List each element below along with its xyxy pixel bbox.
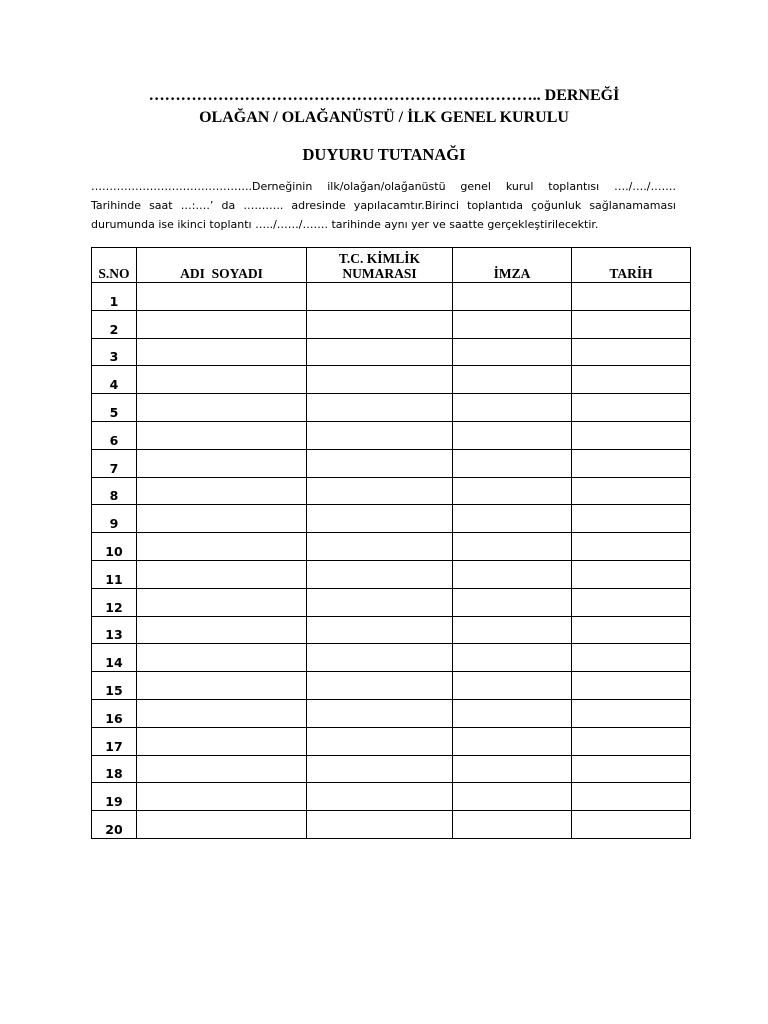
- association-name-line: ……………………………………………………………….. DERNEĞİ: [148, 87, 620, 104]
- row-number: 18: [92, 755, 137, 783]
- table-row: [92, 505, 691, 533]
- table-row: [92, 449, 691, 477]
- date-cell[interactable]: [572, 616, 691, 644]
- name-cell[interactable]: [137, 283, 307, 311]
- signature-cell[interactable]: [453, 283, 572, 311]
- table-row: [92, 394, 691, 422]
- date-cell[interactable]: [572, 588, 691, 616]
- date-cell[interactable]: [572, 338, 691, 366]
- paragraph-line-1: ……………………………………..Derneğinin ilk/olağan/olağanüstü genel kurul toplantısı …./…./…….: [91, 180, 676, 193]
- name-cell[interactable]: [137, 672, 307, 700]
- date-cell[interactable]: [572, 699, 691, 727]
- tc-id-cell[interactable]: [307, 310, 453, 338]
- table-row: [92, 672, 691, 700]
- tc-id-cell[interactable]: [307, 505, 453, 533]
- tc-id-cell[interactable]: [307, 588, 453, 616]
- signature-cell[interactable]: [453, 394, 572, 422]
- tc-id-cell[interactable]: [307, 366, 453, 394]
- name-cell[interactable]: [137, 310, 307, 338]
- name-cell[interactable]: [137, 338, 307, 366]
- header-name-surname: ADI SOYADI: [137, 248, 307, 283]
- date-cell[interactable]: [572, 672, 691, 700]
- date-cell[interactable]: [572, 421, 691, 449]
- name-cell[interactable]: [137, 533, 307, 561]
- tc-id-cell[interactable]: [307, 533, 453, 561]
- table-row: [92, 366, 691, 394]
- date-cell[interactable]: [572, 533, 691, 561]
- signature-cell[interactable]: [453, 533, 572, 561]
- signature-cell[interactable]: [453, 560, 572, 588]
- date-cell[interactable]: [572, 727, 691, 755]
- signature-cell[interactable]: [453, 421, 572, 449]
- header-tc-line-2: NUMARASI: [342, 266, 417, 281]
- tc-id-cell[interactable]: [307, 283, 453, 311]
- name-cell[interactable]: [137, 421, 307, 449]
- row-number: 19: [92, 783, 137, 811]
- row-number: 20: [92, 811, 137, 839]
- row-number: 16: [92, 699, 137, 727]
- table-row: [92, 338, 691, 366]
- header-sno: S.NO: [92, 248, 137, 283]
- name-cell[interactable]: [137, 727, 307, 755]
- signature-cell[interactable]: [453, 449, 572, 477]
- table-row: [92, 699, 691, 727]
- signature-cell[interactable]: [453, 727, 572, 755]
- table-row: [92, 421, 691, 449]
- signature-cell[interactable]: [453, 477, 572, 505]
- table-row: [92, 644, 691, 672]
- tc-id-cell[interactable]: [307, 811, 453, 839]
- tc-id-cell[interactable]: [307, 394, 453, 422]
- signature-cell[interactable]: [453, 338, 572, 366]
- tc-id-cell[interactable]: [307, 421, 453, 449]
- tc-id-cell[interactable]: [307, 755, 453, 783]
- signature-cell[interactable]: [453, 672, 572, 700]
- table-header-row: [92, 248, 691, 283]
- tc-id-cell[interactable]: [307, 783, 453, 811]
- table-row: [92, 755, 691, 783]
- date-cell[interactable]: [572, 644, 691, 672]
- date-cell[interactable]: [572, 394, 691, 422]
- row-number: 12: [92, 588, 137, 616]
- name-cell[interactable]: [137, 477, 307, 505]
- row-number: 15: [92, 672, 137, 700]
- table-row: [92, 477, 691, 505]
- date-cell[interactable]: [572, 755, 691, 783]
- signature-cell[interactable]: [453, 811, 572, 839]
- date-cell[interactable]: [572, 283, 691, 311]
- name-cell[interactable]: [137, 449, 307, 477]
- signature-cell[interactable]: [453, 783, 572, 811]
- name-cell[interactable]: [137, 755, 307, 783]
- table-row: [92, 783, 691, 811]
- row-number: 5: [92, 394, 137, 422]
- table-row: [92, 310, 691, 338]
- table-row: [92, 560, 691, 588]
- row-number: 8: [92, 477, 137, 505]
- table-row: [92, 283, 691, 311]
- date-cell[interactable]: [572, 310, 691, 338]
- signature-cell[interactable]: [453, 699, 572, 727]
- name-cell[interactable]: [137, 783, 307, 811]
- tc-id-cell[interactable]: [307, 449, 453, 477]
- tc-id-cell[interactable]: [307, 477, 453, 505]
- row-number: 10: [92, 533, 137, 561]
- table-row: [92, 588, 691, 616]
- attendance-table: [91, 247, 691, 839]
- document-heading: DUYURU TUTANAĞI: [302, 145, 466, 164]
- header-tc-id-number: [307, 248, 453, 283]
- row-number: 13: [92, 616, 137, 644]
- name-cell[interactable]: [137, 394, 307, 422]
- header-tc-line-1: T.C. KİMLİK: [338, 251, 421, 266]
- signature-cell[interactable]: [453, 616, 572, 644]
- table-row: [92, 811, 691, 839]
- row-number: 1: [92, 283, 137, 311]
- row-number: 7: [92, 449, 137, 477]
- tc-id-cell[interactable]: [307, 699, 453, 727]
- signature-cell[interactable]: [453, 505, 572, 533]
- date-cell[interactable]: [572, 811, 691, 839]
- paragraph-line-3: durumunda ise ikinci toplantı …../……/……. tarihinde aynı yer ve saatte gerçekleştirilecektir.: [91, 218, 599, 231]
- date-cell[interactable]: [572, 366, 691, 394]
- tc-id-cell[interactable]: [307, 560, 453, 588]
- paragraph-line-2: Tarihinde saat …:….’ da ……….. adresinde yapılacamtır.Birinci toplantıda çoğunluk sağlanamaması: [91, 199, 676, 212]
- row-number: 17: [92, 727, 137, 755]
- row-number: 11: [92, 560, 137, 588]
- table-row: [92, 727, 691, 755]
- name-cell[interactable]: [137, 811, 307, 839]
- signature-cell[interactable]: [453, 366, 572, 394]
- date-cell[interactable]: [572, 505, 691, 533]
- date-cell[interactable]: [572, 449, 691, 477]
- date-cell[interactable]: [572, 560, 691, 588]
- row-number: 14: [92, 644, 137, 672]
- table-row: [92, 533, 691, 561]
- row-number: 9: [92, 505, 137, 533]
- general-assembly-type-line: OLAĞAN / OLAĞANÜSTÜ / İLK GENEL KURULU: [199, 109, 569, 126]
- name-cell[interactable]: [137, 366, 307, 394]
- row-number: 2: [92, 310, 137, 338]
- signature-cell[interactable]: [453, 755, 572, 783]
- signature-cell[interactable]: [453, 588, 572, 616]
- row-number: 6: [92, 421, 137, 449]
- name-cell[interactable]: [137, 616, 307, 644]
- name-cell[interactable]: [137, 699, 307, 727]
- tc-id-cell[interactable]: [307, 672, 453, 700]
- header-date: TARİH: [572, 248, 691, 283]
- header-signature: İMZA: [453, 248, 572, 283]
- tc-id-cell[interactable]: [307, 616, 453, 644]
- date-cell[interactable]: [572, 783, 691, 811]
- tc-id-cell[interactable]: [307, 644, 453, 672]
- row-number: 4: [92, 366, 137, 394]
- row-number: 3: [92, 338, 137, 366]
- date-cell[interactable]: [572, 477, 691, 505]
- name-cell[interactable]: [137, 644, 307, 672]
- tc-id-cell[interactable]: [307, 338, 453, 366]
- signature-cell[interactable]: [453, 310, 572, 338]
- name-cell[interactable]: [137, 505, 307, 533]
- signature-cell[interactable]: [453, 644, 572, 672]
- tc-id-cell[interactable]: [307, 727, 453, 755]
- name-cell[interactable]: [137, 560, 307, 588]
- table-row: [92, 616, 691, 644]
- name-cell[interactable]: [137, 588, 307, 616]
